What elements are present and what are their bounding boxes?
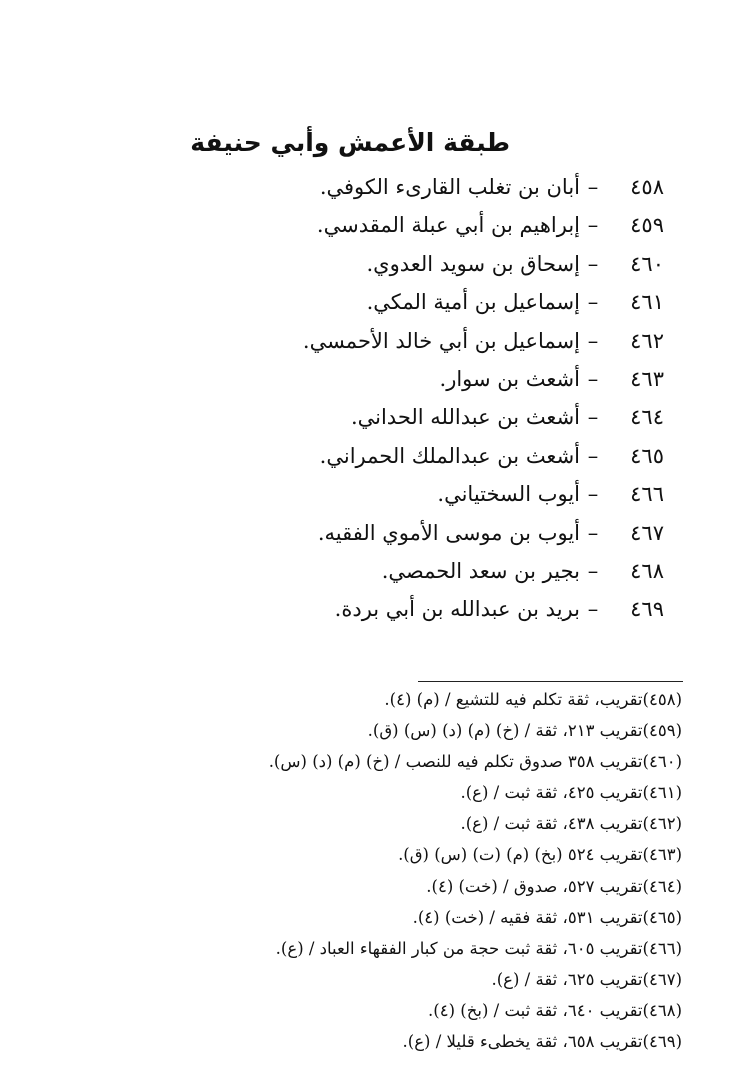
entry-number: ٤٦٧: [630, 520, 664, 545]
footnote: (٤٥٨)تقريب، ثقة تكلم فيه للتشيع / (م) (٤).: [384, 690, 682, 709]
entry-number: ٤٦٥: [630, 443, 664, 468]
entry-dash: –: [587, 251, 599, 276]
entry-number: ٤٦٩: [630, 597, 664, 622]
footnote: (٤٦٦)تقريب ٦٠٥، ثقة ثبت حجة من كبار الفقهاء العباد / (ع).: [275, 938, 682, 958]
entry-name: أشعث بن عبدالله الحداني.: [350, 405, 580, 430]
entry-name: أشعث بن عبدالملك الحمراني.: [319, 443, 580, 468]
entry-dash: –: [587, 405, 599, 430]
footnote: (٤٦٤)تقريب ٥٢٧، صدوق / (خت) (٤).: [426, 876, 682, 896]
list-item: [144, 360, 664, 398]
section-title: طبقة الأعمش وأبي حنيفة: [190, 128, 510, 157]
footnote-divider: [418, 681, 683, 682]
entry-number: ٤٥٨: [630, 175, 664, 199]
entry-number: ٤٦٣: [630, 366, 664, 391]
entry-name: إبراهيم بن أبي عبلة المقدسي.: [316, 213, 580, 238]
entry-dash: –: [587, 558, 599, 583]
entry-name: بجير بن سعد الحمصي.: [381, 558, 580, 583]
footnote: (٤٦٧)تقريب ٦٢٥، ثقة / (ع).: [491, 969, 682, 989]
entry-name: إسحاق بن سويد العدوي.: [366, 251, 580, 276]
list-item: [144, 590, 664, 628]
entry-name: أبان بن تغلب القارىء الكوفي.: [319, 175, 580, 199]
entry-name: بريد بن عبدالله بن أبي بردة.: [334, 597, 580, 622]
list-item: [144, 514, 664, 552]
entry-name: إسماعيل بن أبي خالد الأحمسي.: [302, 328, 580, 353]
entry-dash: –: [587, 175, 599, 199]
entry-dash: –: [587, 482, 599, 507]
entry-number: ٤٦٠: [630, 251, 664, 276]
list-item: [144, 322, 664, 360]
entry-dash: –: [587, 443, 599, 468]
entry-dash: –: [587, 290, 599, 315]
footnote: (٤٦٩)تقريب ٦٥٨، ثقة يخطىء قليلا / (ع).: [402, 1032, 682, 1052]
footnote: (٤٥٩)تقريب ٢١٣، ثقة / (خ) (م) (د) (س) (ق).: [367, 721, 682, 741]
list-item: [144, 552, 664, 590]
entry-number: ٤٦١: [630, 290, 664, 315]
entry-dash: –: [587, 213, 599, 238]
list-item: [144, 398, 664, 436]
footnote: (٤٦١)تقريب ٤٢٥، ثقة ثبت / (ع).: [460, 783, 682, 803]
footnotes: [42, 684, 682, 1057]
entry-dash: –: [587, 520, 599, 545]
footnote: (٤٦٠)تقريب ٣٥٨ صدوق تكلم فيه للنصب / (خ) (م) (د) (س).: [268, 752, 682, 772]
entry-dash: –: [587, 328, 599, 353]
list-item: [144, 437, 664, 475]
entry-dash: –: [587, 366, 599, 391]
footnote: (٤٦٨)تقريب ٦٤٠، ثقة ثبت / (بخ) (٤).: [428, 1000, 682, 1020]
entry-list: [144, 168, 664, 629]
entry-number: ٤٦٤: [630, 405, 664, 430]
list-item: [144, 475, 664, 513]
footnote: (٤٦٢)تقريب ٤٣٨، ثقة ثبت / (ع).: [460, 814, 682, 834]
footnote: (٤٦٣)تقريب ٥٢٤ (بخ) (م) (ت) (س) (ق).: [398, 845, 682, 865]
entry-number: ٤٦٢: [630, 328, 664, 353]
entry-name: إسماعيل بن أمية المكي.: [366, 290, 580, 315]
list-item: [144, 168, 664, 206]
entry-number: ٤٦٦: [630, 482, 664, 507]
entry-name: أشعث بن سوار.: [439, 366, 580, 391]
entry-number: ٤٥٩: [630, 213, 664, 238]
entry-dash: –: [587, 597, 599, 622]
list-item: [144, 283, 664, 321]
entry-name: أيوب بن موسى الأموي الفقيه.: [317, 520, 580, 545]
footnote: (٤٦٥)تقريب ٥٣١، ثقة فقيه / (خت) (٤).: [412, 907, 682, 927]
list-item: [144, 206, 664, 244]
list-item: [144, 245, 664, 283]
entry-name: أيوب السختياني.: [437, 482, 580, 507]
entry-number: ٤٦٨: [630, 558, 664, 583]
